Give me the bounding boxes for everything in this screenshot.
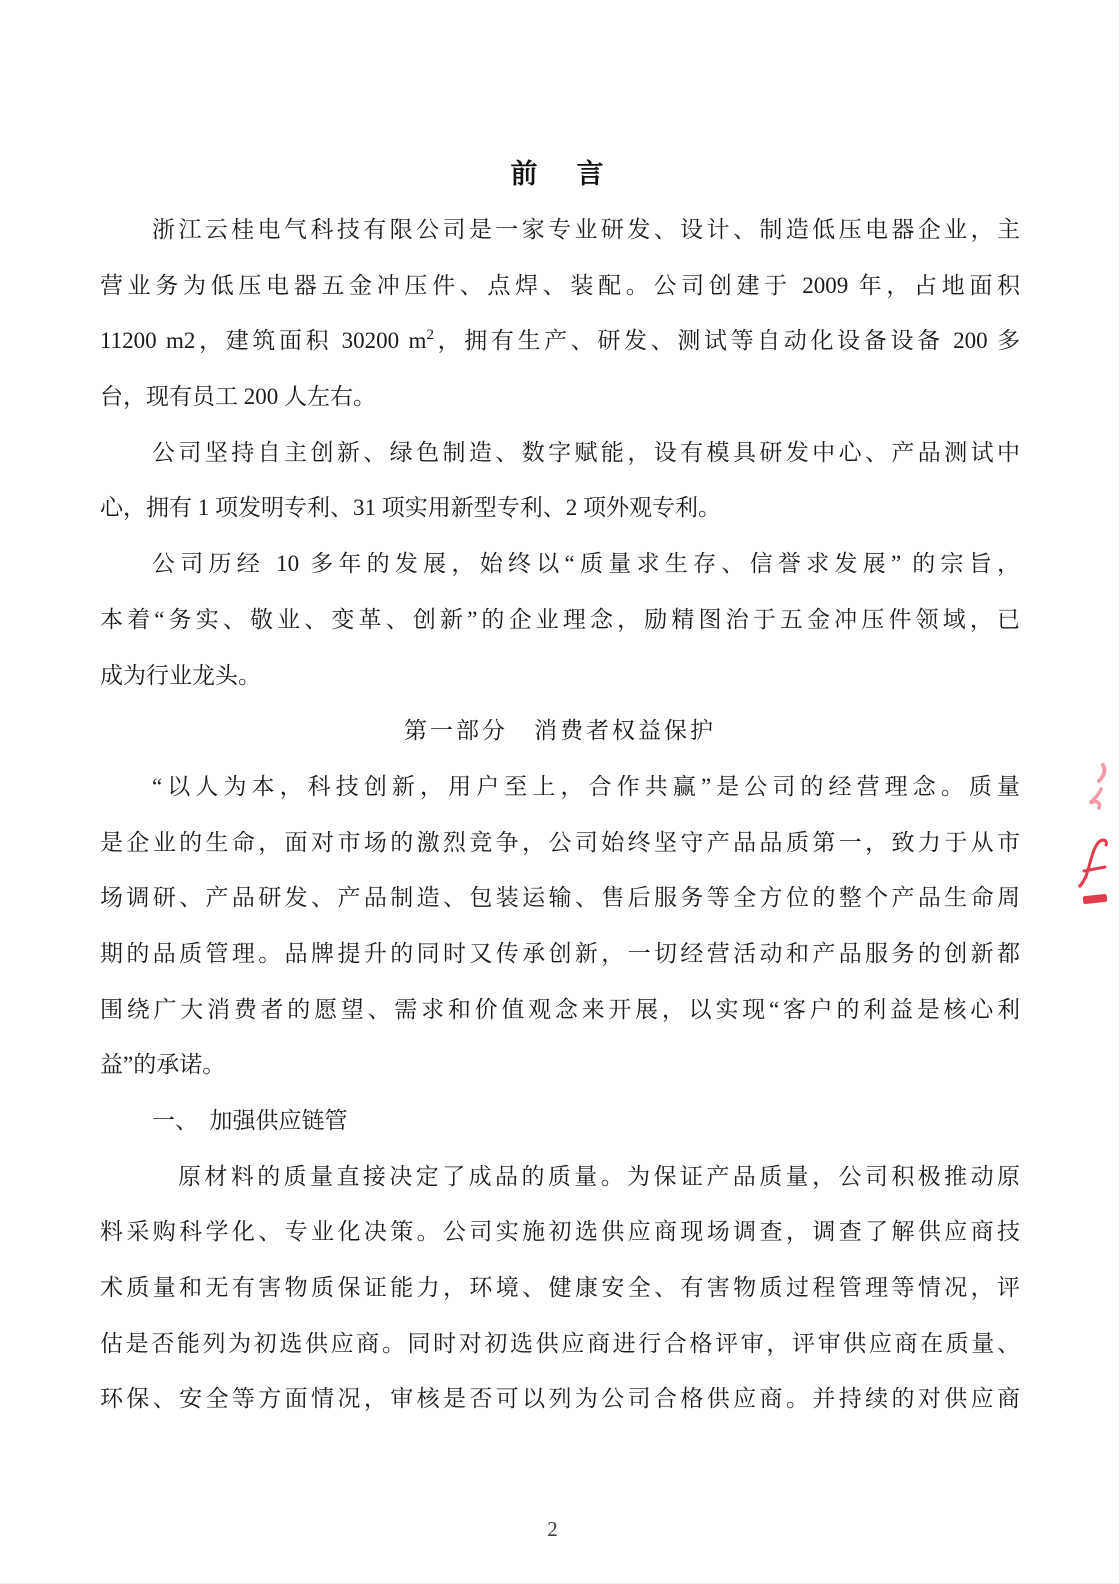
area-text-pre: 11200 m2，建筑面积 30200 m	[100, 328, 427, 354]
text-line: 期的品质管理。品牌提升的同时又传承创新，一切经营活动和产品服务的创新都	[100, 940, 1020, 966]
text-line: 围绕广大消费者的愿望、需求和价值观念来开展，以实现“客户的利益是核心利	[100, 996, 1020, 1022]
text-line: 心，拥有 1 项发明专利、31 项实用新型专利、2 项外观专利。	[100, 495, 721, 521]
red-ink-marks-graphic	[1070, 750, 1120, 910]
text-line-area-figures	[100, 313, 1020, 369]
text-line: 浙江云桂电气科技有限公司是一家专业研发、设计、制造低压电器企业，主	[152, 217, 1020, 242]
page-number: 2	[547, 1517, 558, 1541]
handwritten-red-annotation	[1070, 750, 1120, 910]
red-ink-stroke	[1079, 840, 1106, 887]
text-line: 原材料的质量直接决定了成品的质量。为保证产品质量，公司积极推动原	[178, 1163, 1020, 1189]
area-text-post: ，拥有生产、研发、测试等自动化设备设备 200 多	[433, 328, 1020, 354]
text-line: 益”的承诺。	[100, 1052, 226, 1078]
red-ink-tick	[1099, 765, 1104, 781]
text-line: 是企业的生命，面对市场的激烈竞争，公司始终坚守产品品质第一，致力于从市	[100, 829, 1020, 855]
text-line: “以人为本，科技创新，用户至上，合作共赢”是公司的经营理念。质量	[152, 773, 1020, 799]
text-line: 台，现有员工 200 人左右。	[100, 384, 376, 410]
document-title: 前 言	[510, 159, 610, 189]
text-line: 环保、安全等方面情况，审核是否可以列为公司合格供应商。并持续的对供应商	[100, 1386, 1020, 1412]
text-line: 估是否能列为初选供应商。同时对初选供应商进行合格评审，评审供应商在质量、	[100, 1330, 1020, 1356]
document-body	[100, 0, 1020, 1427]
text-line: 本着“务实、敬业、变革、创新”的企业理念，励精图治于五金冲压件领域，已	[100, 606, 1020, 632]
red-ink-squiggle	[1090, 789, 1101, 808]
text-line: 公司坚持自主创新、绿色制造、数字赋能，设有模具研发中心、产品测试中	[152, 439, 1020, 465]
text-line: 料采购科学化、专业化决策。公司实施初选供应商现场调查，调查了解供应商技	[100, 1219, 1020, 1245]
text-line: 公司历经 10 多年的发展，始终以“质量求生存、信誉求发展” 的宗旨，	[152, 551, 1020, 577]
text-line: 术质量和无有害物质保证能力，环境、健康安全、有害物质过程管理等情况，评	[100, 1275, 1020, 1301]
list-item-heading: 一、 加强供应链管	[152, 1108, 348, 1133]
text-line: 营业务为低压电器五金冲压件、点焊、装配。公司创建于 2009 年，占地面积	[100, 272, 1020, 298]
section-heading: 第一部分 消费者权益保护	[404, 718, 716, 744]
text-line: 成为行业龙头。	[100, 662, 261, 688]
superscript-2: 2	[426, 327, 434, 344]
text-line: 场调研、产品研发、产品制造、包装运输、售后服务等全方位的整个产品生命周	[100, 885, 1020, 911]
red-ink-dash	[1083, 894, 1108, 904]
